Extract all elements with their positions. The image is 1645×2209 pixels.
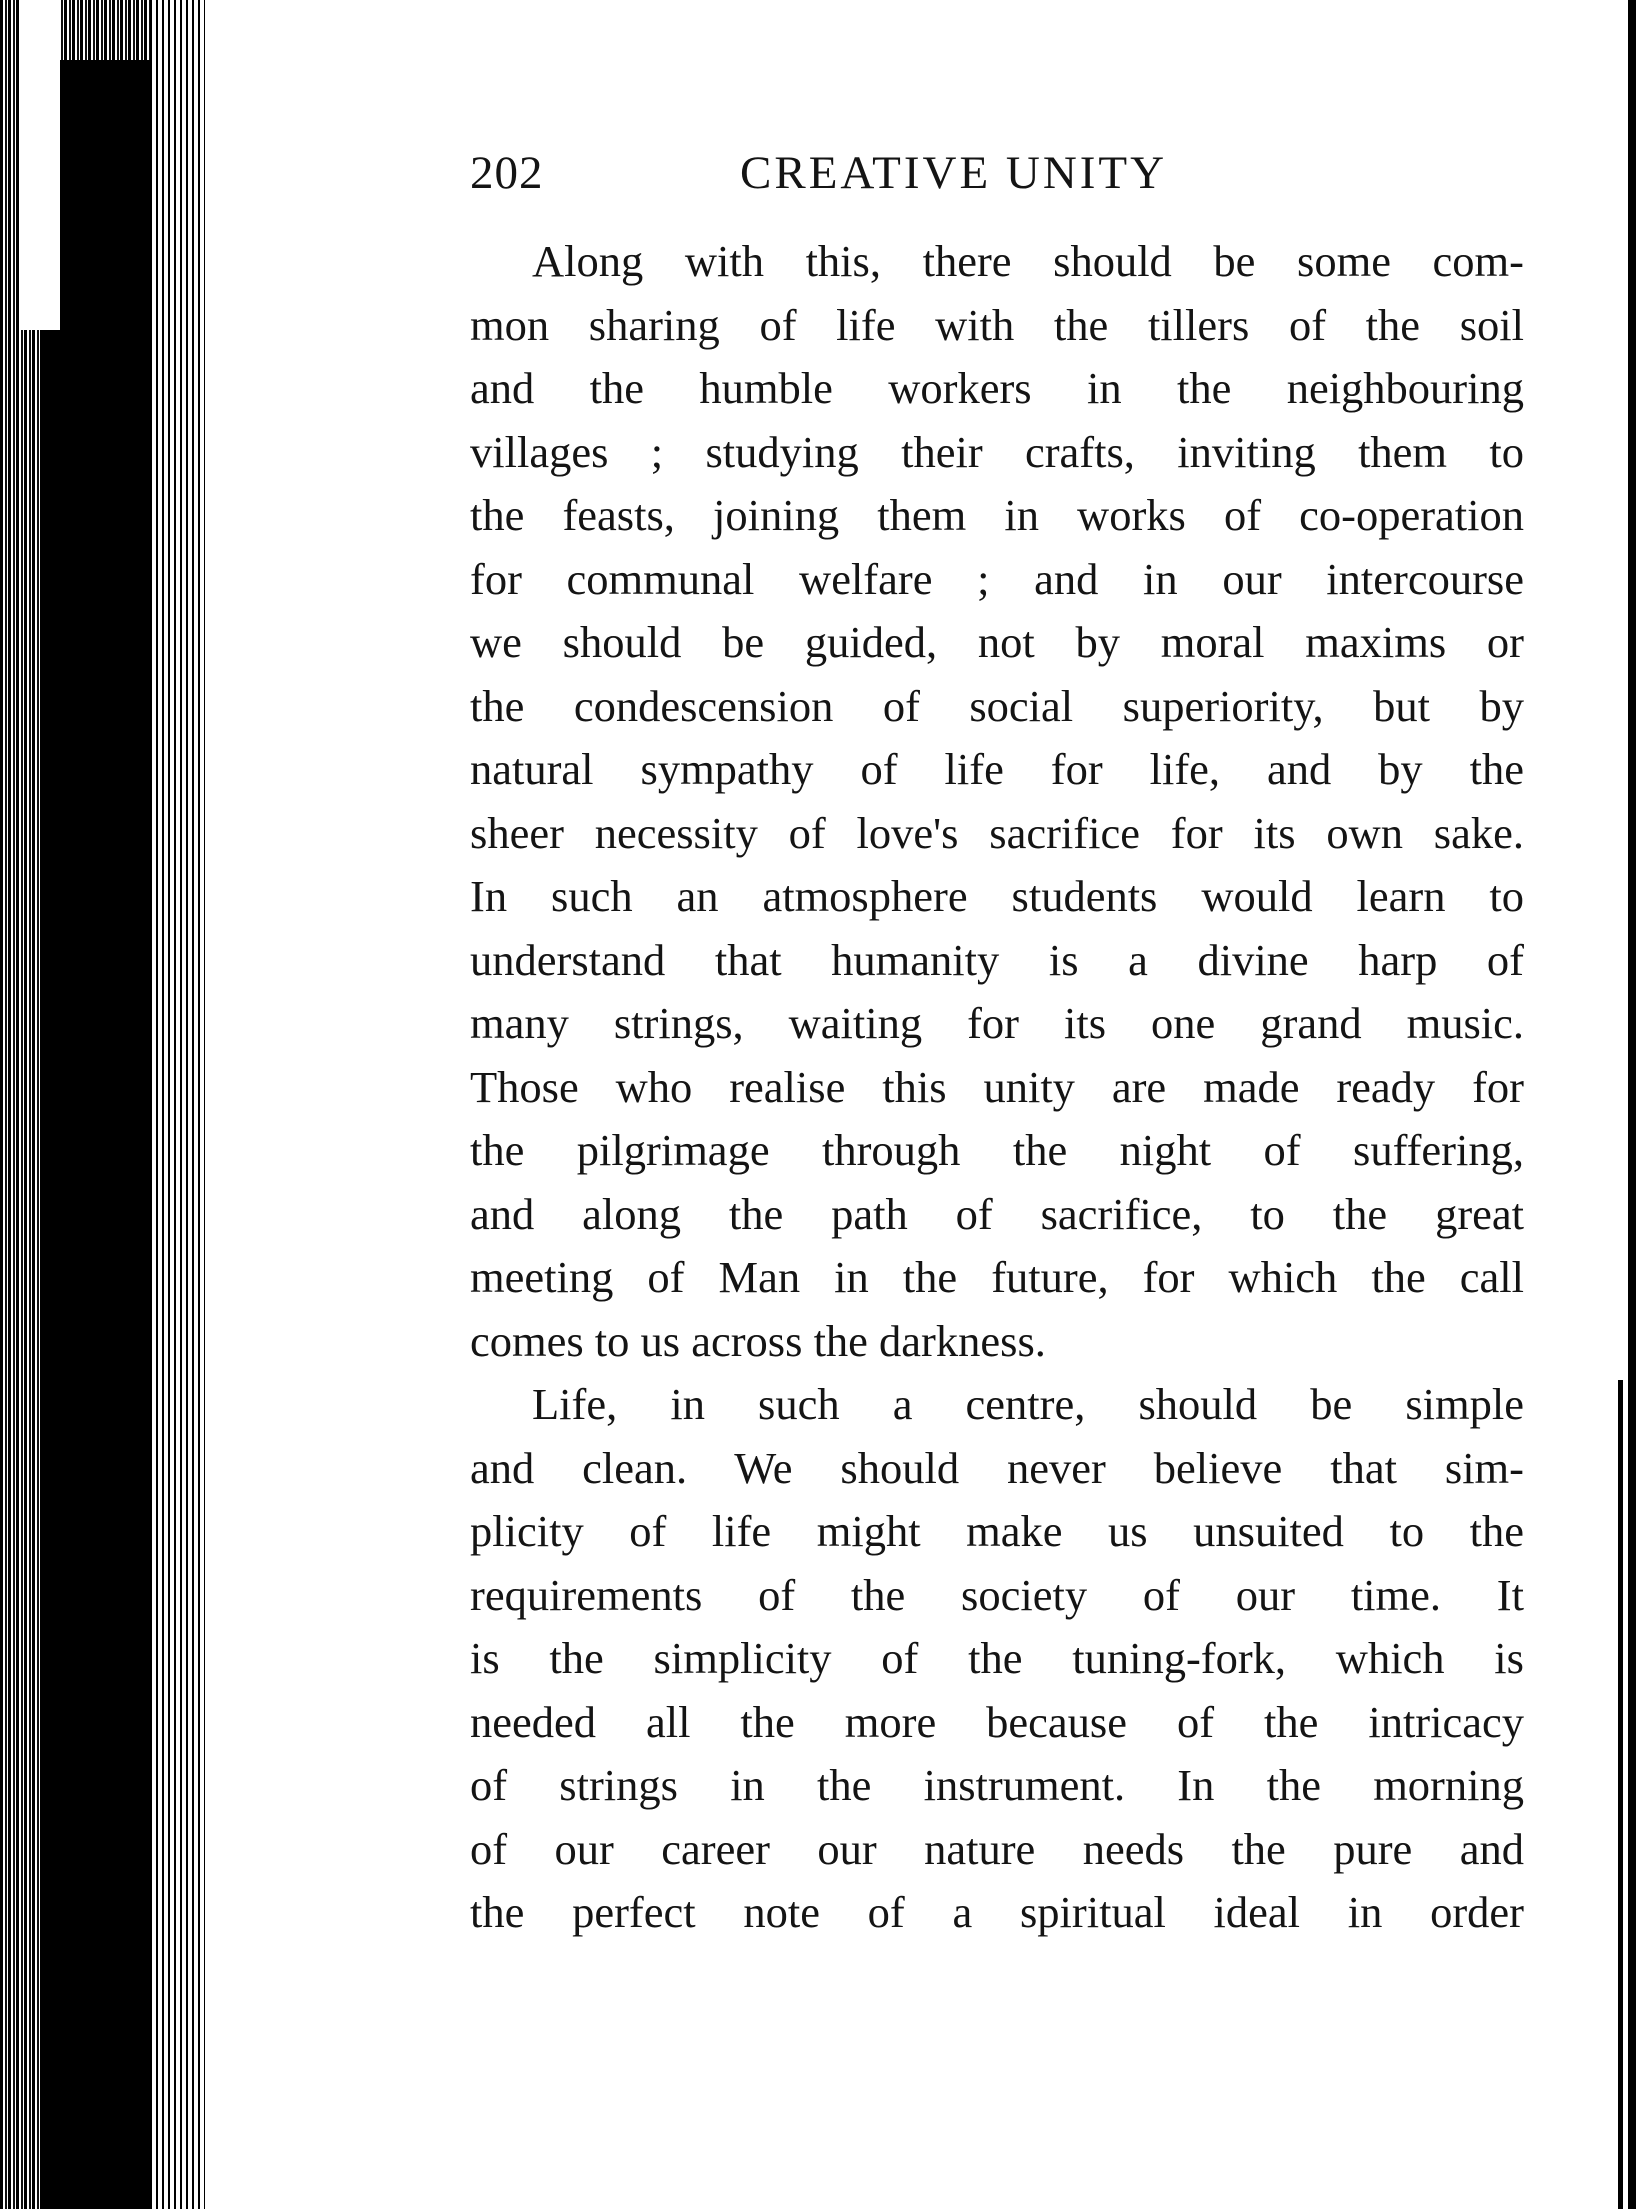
text-line: sheer necessity of love's sacrifice for its own sake. [470, 807, 1524, 858]
paragraph [470, 1373, 1524, 1945]
gutter-page-curl [20, 0, 60, 330]
text-line: and the humble workers in the neighbouring [470, 363, 1524, 413]
right-page-edge [1628, 0, 1636, 2209]
right-page-edge-shadow [1618, 1380, 1623, 2209]
body-text [470, 230, 1524, 1945]
running-title: CREATIVE UNITY [740, 147, 1168, 199]
text-line: is the simplicity of the tuning-fork, which is [470, 1633, 1524, 1683]
text-line: of strings in the instrument. In the morning [470, 1760, 1524, 1810]
text-line: plicity of life might make us unsuited to the [470, 1506, 1524, 1556]
text-line: the pilgrimage through the night of suffering, [470, 1125, 1524, 1175]
text-line: needed all the more because of the intricacy [470, 1696, 1524, 1747]
text-line: comes to us across the darkness. [470, 1315, 1046, 1366]
page-header [470, 146, 1260, 206]
text-line: many strings, waiting for its one grand music. [470, 998, 1524, 1048]
text-line: Along with this, there should be some com- [532, 236, 1524, 286]
text-line: the feasts, joining them in works of co-operation [470, 490, 1524, 540]
text-line: the perfect note of a spiritual ideal in order [470, 1887, 1524, 1937]
text-line: understand that humanity is a divine harp of [470, 934, 1524, 985]
text-line: natural sympathy of life for life, and by the [470, 744, 1524, 794]
page-number: 202 [470, 147, 544, 199]
text-line: for communal welfare ; and in our intercourse [470, 553, 1524, 604]
text-line: we should be guided, not by moral maxims or [470, 617, 1524, 667]
book-spine-shadow [40, 60, 150, 2209]
text-line: mon sharing of life with the tillers of the soil [470, 299, 1524, 350]
text-line: Life, in such a centre, should be simple [532, 1379, 1524, 1429]
paragraph [470, 230, 1524, 1373]
text-line: requirements of the society of our time. It [470, 1569, 1524, 1620]
gutter-edge-lines [150, 0, 205, 2209]
text-line: of our career our nature needs the pure and [470, 1823, 1524, 1874]
text-line: and along the path of sacrifice, to the great [470, 1188, 1524, 1239]
text-line: Those who realise this unity are made ready for [470, 1061, 1524, 1112]
text-line: and clean. We should never believe that sim- [470, 1442, 1524, 1493]
text-line: meeting of Man in the future, for which the call [470, 1252, 1524, 1302]
text-line: villages ; studying their crafts, inviting them to [470, 426, 1524, 477]
text-line: In such an atmosphere students would learn to [470, 871, 1524, 921]
text-line: the condescension of social superiority, but by [470, 680, 1524, 731]
